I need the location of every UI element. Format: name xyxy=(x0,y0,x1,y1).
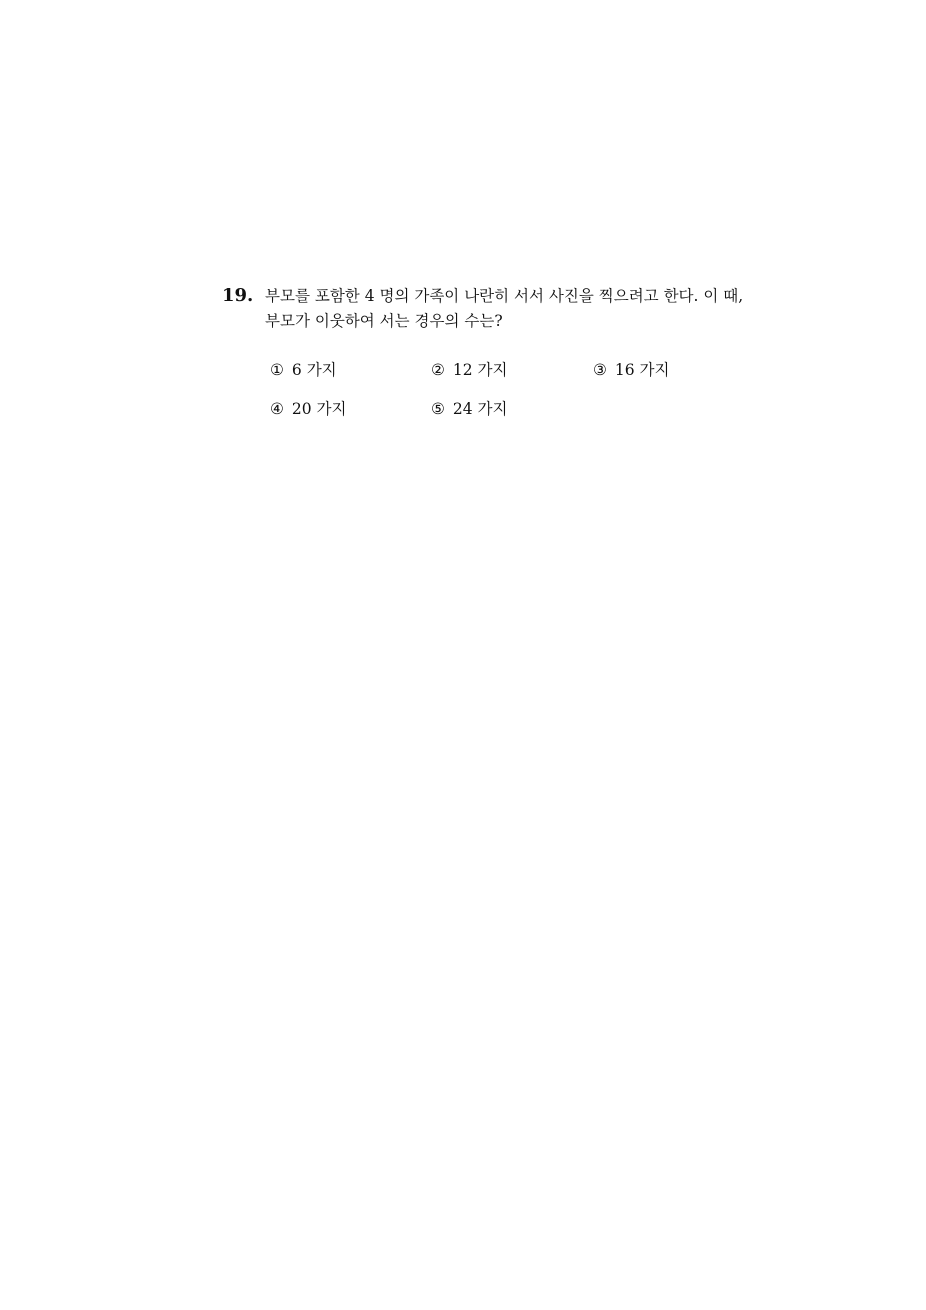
choice-label: 6 가지 xyxy=(291,361,337,379)
choice-label: 20 가지 xyxy=(291,400,347,418)
choice-marker: ① xyxy=(270,361,284,379)
choice-label: 12 가지 xyxy=(452,361,508,379)
choice-3[interactable] xyxy=(593,360,670,380)
question-text-line: 부모를 포함한 4 명의 가족이 나란히 서서 사진을 찍으려고 한다. 이 때, xyxy=(265,287,744,305)
choice-marker: ③ xyxy=(593,361,607,379)
choice-5[interactable] xyxy=(431,399,508,419)
choice-marker: ④ xyxy=(270,400,284,418)
question-text xyxy=(265,284,785,334)
choice-2[interactable] xyxy=(431,360,508,380)
question-text-line: 부모가 이웃하여 서는 경우의 수는? xyxy=(265,312,503,330)
choice-label: 16 가지 xyxy=(614,361,670,379)
answer-choices xyxy=(270,360,710,430)
choice-1[interactable] xyxy=(270,360,337,380)
choice-label: 24 가지 xyxy=(452,400,508,418)
choice-4[interactable] xyxy=(270,399,347,419)
choice-marker: ② xyxy=(431,361,445,379)
choice-marker: ⑤ xyxy=(431,400,445,418)
question-number: 19. xyxy=(222,285,254,306)
